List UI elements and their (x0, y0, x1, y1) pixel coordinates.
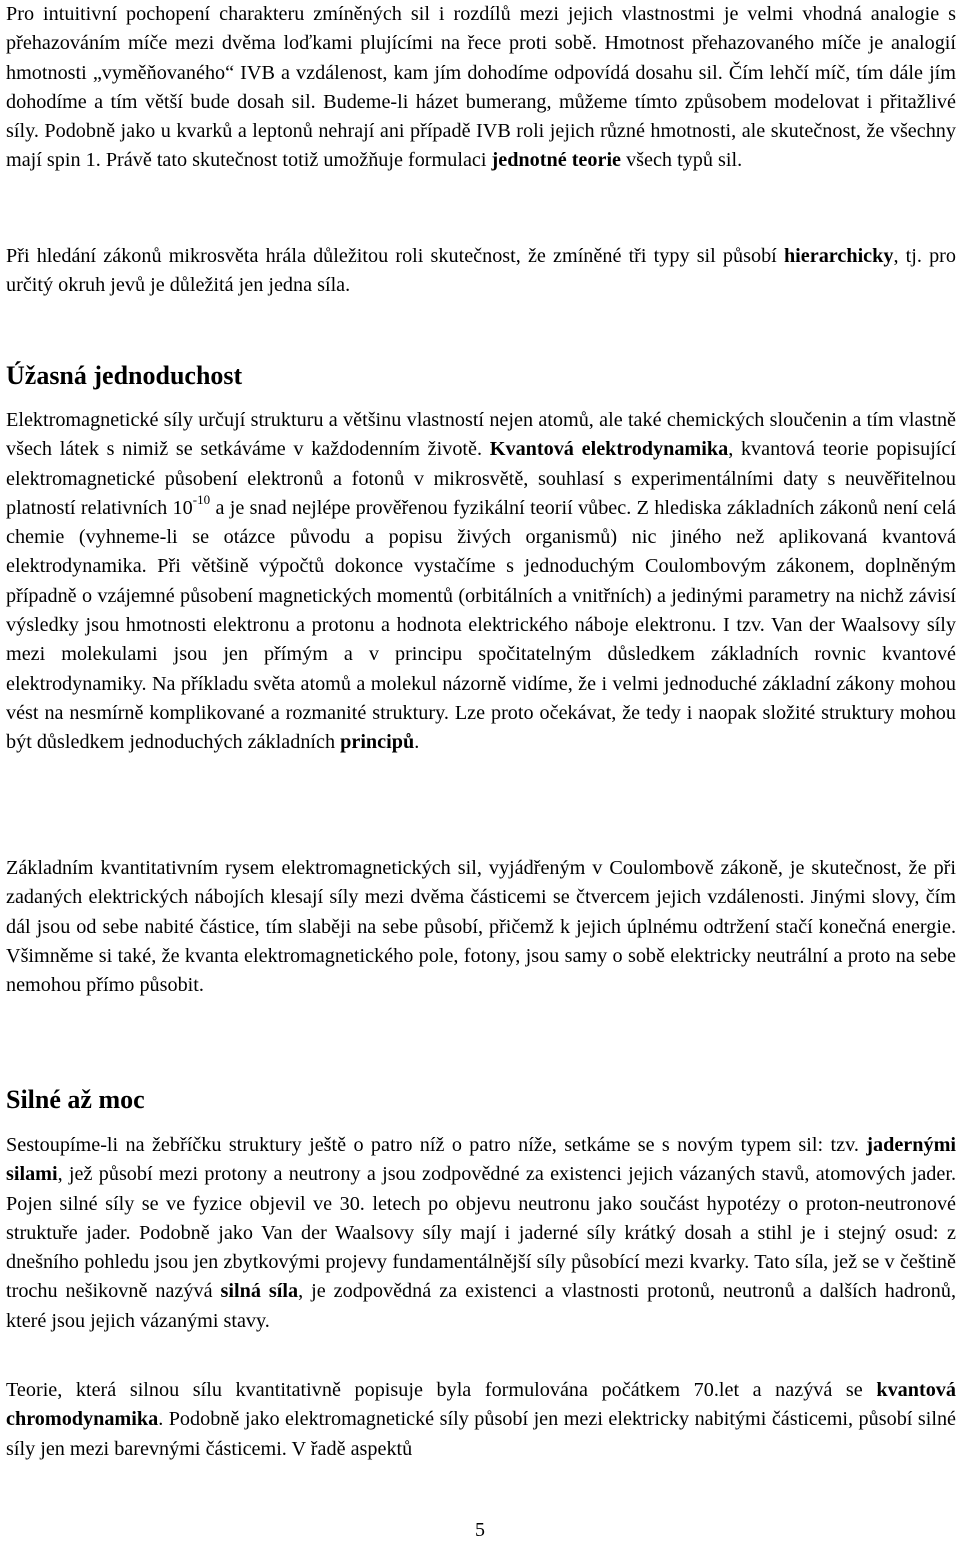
paragraph-nuclear-forces (6, 1131, 956, 1336)
text-run: Při hledání zákonů mikrosvěta hrála důležitou roli skutečnost, že zmíněné tři typy sil působí (6, 245, 784, 267)
bold-term-hierarchicky: hierarchicky (783, 245, 894, 267)
bold-term-jednotne-teorie: jednotné teorie (491, 149, 622, 172)
paragraph-ball-analogy (6, 0, 956, 176)
section-heading-uzasna-jednoduchost: Úžasná jednoduchost (6, 361, 243, 390)
text-run: , tj. pro určitý okruh jevů je důležitá jen jedna síla. (6, 245, 956, 297)
paragraph-hierarchy (6, 242, 956, 301)
text-run: Základním kvantitativním rysem elektromagnetických sil, vyjádřeným v Coulombově zákoně, je skutečnost, že při zadaných elektrických nábojích klesají síly mezi dvěma částicemi se čtvercem jejich vzdálenosti. Jinými slovy, čím dál jsou od sebe nabité částice, tím slaběji na sebe působí, přičemž k jejich úplnému odtržení stačí konečná energie. Všimněme si také, že kvanta elektromagnetického pole, fotony, jsou samy o sobě elektricky neutrální a proto na sebe nemohou přímo působit. (6, 857, 956, 997)
text-run: , jež působí mezi protony a neutrony a jsou zodpovědné za existenci jejich vázaných stavů, atomových jader. Pojen silné síly se ve fyzice objevil ve 30. letech po objevu neutronu jako součást hypotézy o proton-neutronové struktuře jader. Podobně jako Van der Waalsovy síly mají i jaderné síly krátký dosah a stihl je i stejný osud: z dnešního pohledu jsou jen zbytkovými projevy fundamentálnější síly působící mezi kvarky. Tato síla, jež se v češtině trochu nešikovně nazývá (6, 1163, 956, 1303)
section-heading-silne-az-moc: Silné až moc (6, 1085, 145, 1114)
text-run: Teorie, která silnou sílu kvantitativně popisuje byla formulována počátkem 70.let a nazývá se (6, 1379, 877, 1401)
paragraph-electromagnetic-forces (6, 406, 956, 758)
bold-term-kvantova-chromodynamika: kvantová chromodynamika (6, 1379, 956, 1431)
text-run: Elektromagnetické síly určují strukturu a většinu vlastností nejen atomů, ale také chemických sloučenin a tím vlastně všech látek s nimiž se setkáváme v každodenním životě. (6, 409, 956, 461)
bold-term-principu: principů (340, 731, 415, 754)
text-run: a je snad nejlépe prověřenou fyzikální teorií vůbec. Z hlediska základních zákonů není celá chemie (vyhneme-li se otázce původu a popisu živých organismů) nic jiného než aplikovaná kvantová elektrodynamika. Při většině výpočtů dokonce vystačíme s jednoduchým Coulombovým zákonem, doplněným případně o vzájemné působení magnetických momentů (orbitálních a vnitřních) a jedinými parametry na nichž závisí výsledky jsou hmotnosti elektronu a protonu a hodnota elektrického náboje elektronu. I tzv. Van der Waalsovy síly mezi molekulami jsou jen přímým a v principu spočitatelným důsledkem základních rovnic kvantové elektrodynamiky. Na příkladu světa atomů a molekul názorně vidíme, že i velmi jednoduché základní zákony mohou vést na nesmírně komplikované a rozmanité struktury. Lze proto očekávat, že tedy i naopak složité struktury mohou být důsledkem jednoduchých základních (6, 496, 956, 754)
text-run: všech typů sil. (621, 149, 743, 172)
bold-term-silna-sila: silná síla (220, 1280, 299, 1303)
bold-term-kvantova-elektrodynamika: Kvantová elektrodynamika (489, 438, 729, 461)
superscript-exponent: -10 (192, 492, 211, 508)
paragraph-chromodynamics (6, 1376, 956, 1464)
text-run: , je zodpovědná za existenci a vlastnosti protonů, neutronů a dalších hadronů, které jsou jejich vázanými stavy. (6, 1280, 957, 1332)
text-run: . (414, 731, 420, 754)
text-run: Sestoupíme-li na žebříčku struktury ještě o patro níž o patro níže, setkáme se s novým typem sil: tzv. (6, 1134, 867, 1156)
text-run: . Podobně jako elektromagnetické síly působí jen mezi elektricky nabitými částicemi, působí silné síly jen mezi barevnými částicemi. V řadě aspektů (6, 1408, 956, 1460)
bold-term-jadernymi-silami: jadernými silami (6, 1134, 956, 1186)
page-number: 5 (475, 1519, 485, 1541)
text-run: , kvantová teorie popisující elektromagnetické působení elektronů a fotonů v mikrosvětě, souhlasí s experimentálními daty s neuvěřitelnou platností relativních 10 (6, 438, 956, 519)
paragraph-coulomb-law (6, 854, 956, 1000)
text-run: Pro intuitivní pochopení charakteru zmíněných sil i rozdílů mezi jejich vlastnostmi je velmi vhodná analogie s přehazováním míče mezi dvěma loďkami plujícími na řece proti sobě. Hmotnost přehazovaného míče je analogií hmotnosti „vyměňovaného“ IVB a vzdálenost, kam jím dohodíme odpovídá dosahu sil. Čím lehčí míč, tím dále jím dohodíme a tím větší bude dosah sil. Budeme-li házet bumerang, můžeme tímto způsobem modelovat i přitažlivé síly. Podobně jako u kvarků a leptonů nehrají ani případě IVB roli jejich různé hmotnosti, ale skutečnost, že všechny mají spin 1. Právě tato skutečnost totiž umožňuje formulaci (6, 3, 956, 172)
